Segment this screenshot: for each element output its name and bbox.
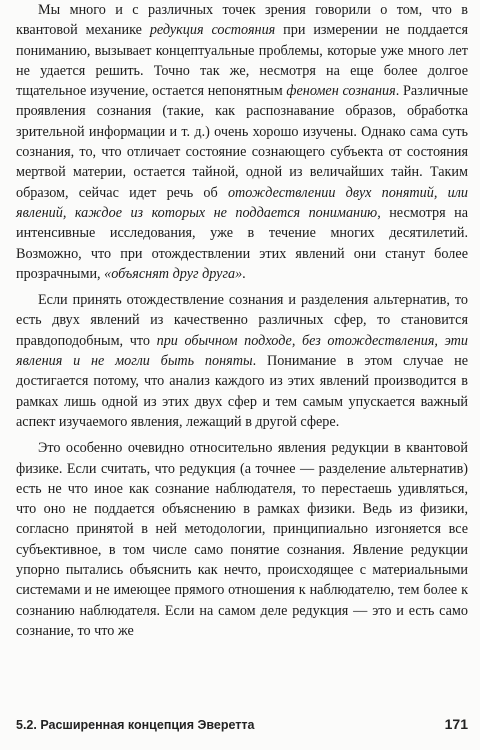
paragraph-1 [16,0,468,290]
body-text-run: . Различные проявления сознания (такие, как распознавание образов, обработка зрительной информации и т. д.) очень хорошо изучены. Однако сама суть сознания, то, что отличает состояние сознающего субъекта от состояния мертвой материи, остается тайной, одной из величайших тайн. Таким образом, сейчас идет речь об [16,83,468,201]
emphasis-text: редукция состояния [149,22,276,39]
page-number: 171 [444,716,468,732]
body-text-run: Если принять отождествление сознания и разделения альтернатив, то есть двух явлений из качественно различных сфер, то становится правдоподобным, что [16,292,468,349]
paragraph-2 [16,290,468,438]
emphasis-text: феномен сознания [286,83,396,100]
body-text-run: , несмотря на интенсивные исследования, уже в течение многих десятилетий. Возможно, что при отождествлении этих явлений они станут более прозрачными, [16,204,469,282]
body-text-run: Мы много и с различных точек зрения говорили о том, что в квантовой механике [16,2,468,39]
emphasis-text: при обычном подходе, без отождествления, эти явления и не могли быть поняты [16,332,468,370]
running-head: 5.2. Расширенная концепция Эверетта [16,718,255,732]
emphasis-text: «объяснят друг друга» [104,265,243,282]
page-footer [16,716,468,740]
body-text-run: Это особенно очевидно относительно явления редукции в квантовой физике. Если считать, что редукция (а точнее — разделение альтернатив) есть не что иное как сознание наблюдателя, то перестаешь удивляться, что оно не поддается объяснению в рамках физики. Ведь из физики, согласно принятой в ней методологии, принципиально изгоняется все субъективное, в том числе само понятие сознания. Явление редукции упорно пытались объяснить как нечто, происходящее с материальными системами и не имеющее прямого отношения к наблюдателю, тем более к сознанию наблюдателя. Если на самом деле редукция — это и есть само сознание, то что же [16,440,468,639]
body-text-run: при измерении не поддается пониманию, вызывает концептуальные проблемы, которые уже много лет не удается решить. Точно так же, несмотря на еще более долгое тщательное изучение, остается непонятным [16,22,468,100]
emphasis-text: отождествлении двух понятий, или явлений, каждое из которых не поддается пониманию [16,184,468,221]
paragraph-3 [16,438,468,647]
body-text-run: . [242,265,246,282]
body-text [16,0,468,647]
body-text-run: . Понимание в этом случае не достигается потому, что анализ каждого из этих явлений производится в рамках лишь одной из этих двух сфер и тем самым упускается важный аспект изучаемого явления, лежащий в другой сфере. [16,353,468,430]
